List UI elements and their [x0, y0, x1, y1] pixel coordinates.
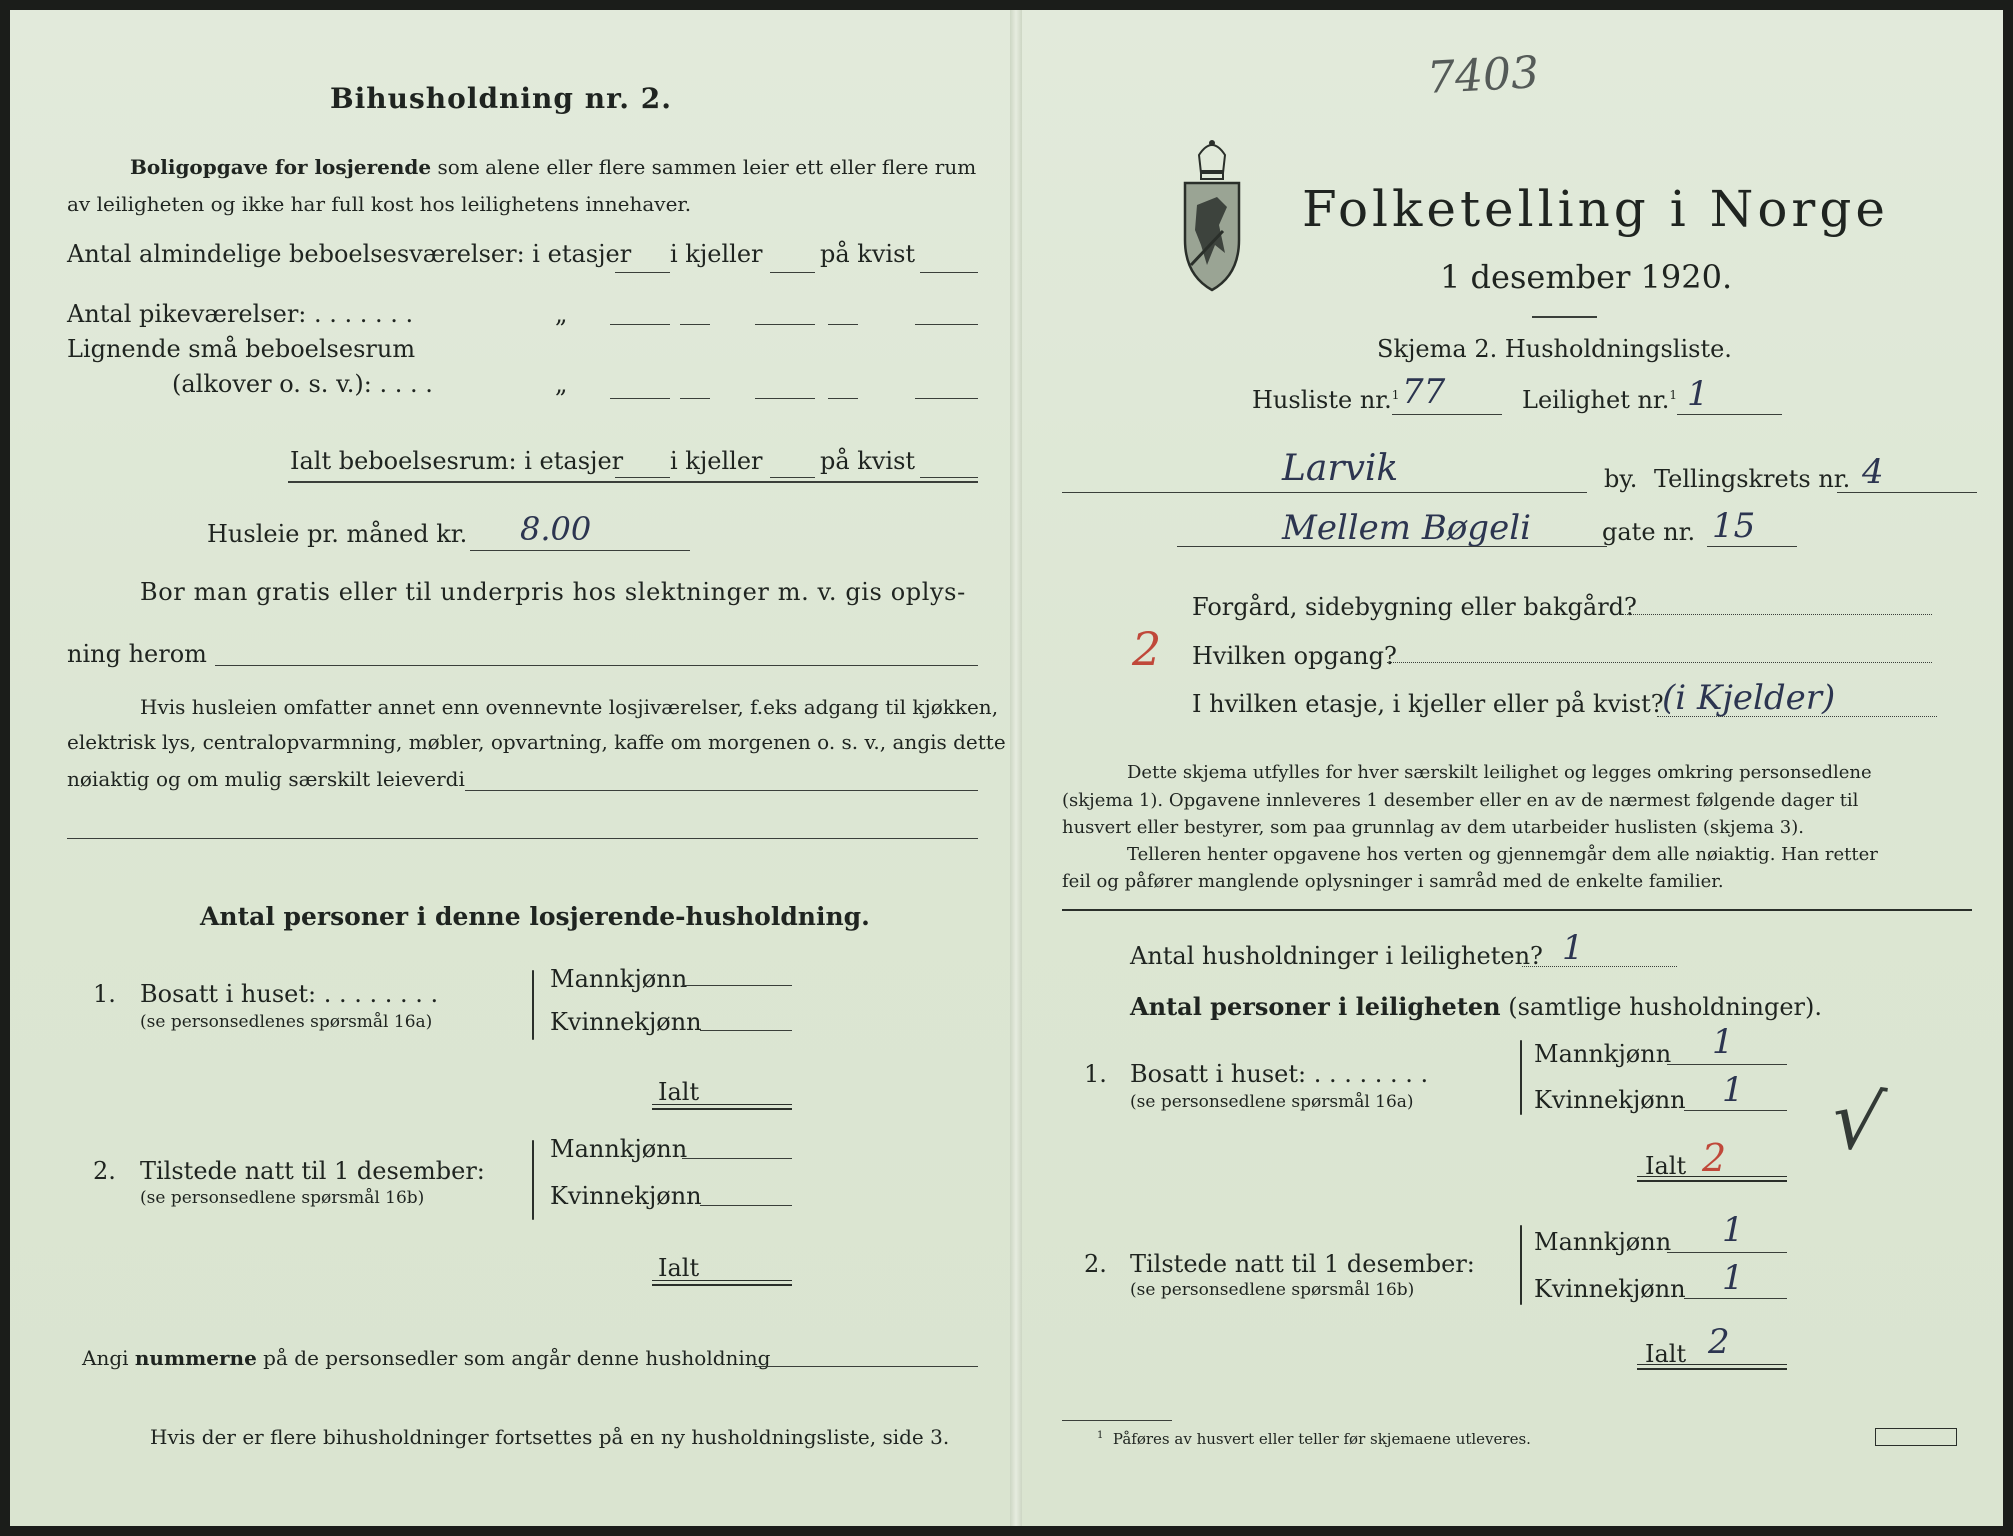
rooms-label: Antal almindelige beboelsesværelser: i etasjer: [67, 240, 632, 268]
gate-label: gate nr.: [1602, 518, 1696, 546]
info-line-2: (skjema 1). Opgavene innleveres 1 desember eller en av de nærmest følgende dager til: [1062, 790, 1859, 811]
ialt-i-kjeller: i kjeller: [670, 447, 763, 475]
pike-label: Antal pikeværelser: . . . . . . .: [67, 300, 414, 328]
skjema-label: Skjema 2. Husholdningsliste.: [1377, 335, 1732, 363]
krets-value: 4: [1862, 452, 1884, 492]
left-q2-number: 2.: [93, 1157, 116, 1185]
left-q1-ialt-field[interactable]: [652, 1104, 792, 1110]
right-q2-kvinne-label: Kvinnekjønn: [1534, 1275, 1686, 1303]
left-q2-kvinne-field[interactable]: [700, 1205, 792, 1206]
left-q1-kvinne-field[interactable]: [700, 1030, 792, 1031]
left-q1-mann-field[interactable]: [682, 985, 792, 986]
right-q1-ialt-label: Ialt: [1645, 1152, 1687, 1180]
street-field[interactable]: [1177, 546, 1607, 547]
paa-kvist-label: på kvist: [820, 240, 916, 268]
left-q1-ialt-label: Ialt: [658, 1078, 700, 1106]
ditto-mark-2: „: [555, 370, 568, 398]
red-mark: 2: [1132, 622, 1162, 676]
opgang-field[interactable]: [1387, 662, 1932, 663]
left-q2-ialt-field[interactable]: [652, 1280, 792, 1286]
ditto-mark: „: [555, 300, 568, 328]
right-q1-mann-field[interactable]: [1667, 1064, 1787, 1065]
left-footer: Hvis der er flere bihusholdninger fortsettes på en ny husholdningsliste, side 3.: [150, 1425, 950, 1449]
city-value: Larvik: [1282, 448, 1399, 489]
right-q2-mann-label: Mannkjønn: [1534, 1228, 1672, 1256]
census-title: Folketelling i Norge: [1302, 180, 1889, 238]
info-line-3: husvert eller bestyrer, som paa grunnlag av dem utarbeider huslisten (skjema 3).: [1062, 817, 1804, 838]
right-q1-ialt-value: 2: [1702, 1136, 1727, 1180]
leieverdi-field-2[interactable]: [67, 838, 978, 839]
archive-number: 7403: [1425, 47, 1541, 104]
opgang-label: Hvilken opgang?: [1192, 642, 1397, 670]
krets-label: Tellingskrets nr.: [1654, 465, 1851, 493]
left-q1-sub: (se personsedlenes spørsmål 16a): [140, 1012, 433, 1032]
ialt-rooms-label: Ialt beboelsesrum: i etasjer: [290, 447, 624, 475]
footnote-rule: [1062, 1420, 1172, 1421]
by-label: by.: [1604, 465, 1638, 493]
right-q1-kvinne-field[interactable]: [1684, 1110, 1787, 1111]
right-q2-brace: [1520, 1225, 1522, 1305]
right-q2-mann-value: 1: [1722, 1210, 1744, 1250]
right-q2-ialt-value: 2: [1708, 1322, 1730, 1362]
leilighet-field[interactable]: [1677, 414, 1782, 415]
left-q1-label: Bosatt i huset: . . . . . . . .: [140, 980, 439, 1008]
left-q2-brace: [532, 1140, 534, 1220]
lign-etasjer-field[interactable]: [610, 398, 670, 399]
census-sheet: [10, 10, 2003, 1526]
right-q2-sub: (se personsedlene spørsmål 16b): [1130, 1280, 1415, 1300]
right-q1-kvinne-label: Kvinnekjønn: [1534, 1086, 1686, 1114]
husleie-label: Husleie pr. måned kr.: [207, 520, 468, 548]
coat-of-arms-icon: [1177, 135, 1247, 295]
hvis-line-2: elektrisk lys, centralopvarmning, møbler, opvartning, kaffe om morgenen o. s. v., angis dette: [67, 730, 1006, 754]
city-field[interactable]: [1062, 492, 1587, 493]
pike-etasjer-field[interactable]: [610, 324, 670, 325]
left-q1-kvinne-label: Kvinnekjønn: [550, 1008, 702, 1036]
husliste-value: 77: [1402, 372, 1446, 412]
right-q1-sub: (se personsedlene spørsmål 16a): [1130, 1092, 1414, 1112]
left-q2-mann-label: Mannkjønn: [550, 1135, 688, 1163]
right-q1-ialt-field[interactable]: [1637, 1176, 1787, 1182]
gratis-field[interactable]: [215, 665, 978, 666]
rooms-kvist-field[interactable]: [920, 272, 978, 273]
gate-field[interactable]: [1707, 546, 1797, 547]
left-page: [10, 10, 1010, 1526]
husliste-label: Husliste nr.$^1$: [1252, 386, 1400, 414]
census-date: 1 desember 1920.: [1440, 258, 1733, 296]
pike-kjeller-field[interactable]: [755, 324, 815, 325]
intro-line-1: Boligopgave for losjerende som alene eller flere sammen leier ett eller flere rum: [130, 155, 977, 179]
leilighet-value: 1: [1687, 374, 1709, 414]
pike-kvist-a[interactable]: [828, 324, 858, 325]
intro-line-2: av leiligheten og ikke har full kost hos leilighetens innehaver.: [67, 192, 692, 216]
left-q1-brace: [532, 970, 534, 1040]
right-q2-ialt-label: Ialt: [1645, 1340, 1687, 1368]
left-q1-number: 1.: [93, 980, 116, 1008]
hush-field[interactable]: [1522, 966, 1677, 967]
ialt-kvist-field[interactable]: [920, 477, 978, 478]
left-title: Bihusholdning nr. 2.: [330, 82, 672, 115]
left-q2-mann-field[interactable]: [682, 1158, 792, 1159]
krets-field[interactable]: [1837, 492, 1977, 493]
angi-line: Angi nummerne på de personsedler som angår denne husholdning: [82, 1346, 771, 1370]
left-persons-heading: Antal personer i denne losjerende-husholdning.: [200, 902, 870, 931]
husliste-field[interactable]: [1392, 414, 1502, 415]
street-value: Mellem Bøgeli: [1282, 508, 1531, 548]
gate-value: 15: [1712, 506, 1756, 546]
right-q1-label: Bosatt i huset: . . . . . . . .: [1130, 1060, 1429, 1088]
hush-value: 1: [1562, 928, 1584, 968]
forgaard-field[interactable]: [1617, 614, 1932, 615]
lignende-line-2: (alkover o. s. v.): . . . .: [172, 370, 433, 398]
info-line-1: Dette skjema utfylles for hver særskilt leilighet og legges omkring personsedlene: [1127, 762, 1872, 783]
right-q2-kvinne-field[interactable]: [1684, 1298, 1787, 1299]
right-q1-mann-value: 1: [1712, 1022, 1734, 1062]
right-footnote: $^1$ Påføres av husvert eller teller før skjemaene utleveres.: [1097, 1430, 1531, 1448]
right-q2-number: 2.: [1084, 1250, 1107, 1278]
right-q1-kvinne-value: 1: [1722, 1070, 1744, 1110]
rooms-etasjer-field[interactable]: [615, 272, 670, 273]
right-q1-number: 1.: [1084, 1060, 1107, 1088]
ialt-kjeller-field[interactable]: [770, 477, 815, 478]
right-persons-heading: Antal personer i leiligheten (samtlige husholdninger).: [1130, 992, 1823, 1021]
angi-field[interactable]: [755, 1366, 978, 1367]
leilighet-label: Leilighet nr.$^1$: [1522, 386, 1678, 414]
lignende-line-1: Lignende små beboelsesrum: [67, 335, 416, 363]
lign-kjeller-a[interactable]: [680, 398, 710, 399]
etasje-label: I hvilken etasje, i kjeller eller på kvist?: [1192, 690, 1664, 718]
title-divider: [1532, 316, 1597, 318]
hvis-line-3: nøiaktig og om mulig særskilt leieverdi: [67, 767, 465, 791]
page-fold: [1010, 10, 1022, 1526]
info-line-4: Telleren henter opgavene hos verten og gjennemgår dem alle nøiaktig. Han retter: [1127, 844, 1878, 865]
pike-kjeller-a[interactable]: [680, 324, 710, 325]
left-q2-sub: (se personsedlene spørsmål 16b): [140, 1188, 425, 1208]
right-q2-kvinne-value: 1: [1722, 1258, 1744, 1298]
left-q1-mann-label: Mannkjønn: [550, 965, 688, 993]
left-q2-ialt-label: Ialt: [658, 1254, 700, 1282]
ialt-paa-kvist: på kvist: [820, 447, 916, 475]
printer-stamp: [1875, 1428, 1957, 1446]
right-q2-label: Tilstede natt til 1 desember:: [1130, 1250, 1475, 1278]
hvis-line-1: Hvis husleien omfatter annet enn ovennevnte losjiværelser, f.eks adgang til kjøkken,: [140, 695, 999, 719]
check-mark: √: [1825, 1071, 1890, 1172]
leieverdi-field[interactable]: [465, 790, 978, 791]
ialt-etasjer-field[interactable]: [615, 477, 670, 478]
gratis-line-2: ning herom: [67, 640, 207, 668]
etasje-value: (i Kjelder): [1662, 678, 1836, 718]
lign-kvist-field[interactable]: [915, 398, 978, 399]
etasje-field[interactable]: [1657, 716, 1937, 717]
lign-kjeller-field[interactable]: [755, 398, 815, 399]
right-q1-mann-label: Mannkjønn: [1534, 1040, 1672, 1068]
ialt-rule: [288, 481, 978, 483]
right-q2-mann-field[interactable]: [1667, 1252, 1787, 1253]
right-q2-ialt-field[interactable]: [1637, 1364, 1787, 1370]
husleie-value: 8.00: [520, 510, 592, 548]
forgaard-label: Forgård, sidebygning eller bakgård?: [1192, 593, 1637, 621]
info-divider: [1062, 909, 1972, 911]
i-kjeller-label: i kjeller: [670, 240, 763, 268]
hush-label: Antal husholdninger i leiligheten?: [1130, 942, 1543, 970]
gratis-line-1: Bor man gratis eller til underpris hos slektninger m. v. gis oplys-: [140, 578, 966, 606]
left-q2-label: Tilstede natt til 1 desember:: [140, 1157, 485, 1185]
pike-kvist-field[interactable]: [915, 324, 978, 325]
rooms-kjeller-field[interactable]: [770, 272, 815, 273]
right-q1-brace: [1520, 1040, 1522, 1115]
lign-kvist-a[interactable]: [828, 398, 858, 399]
husleie-field[interactable]: [470, 550, 690, 551]
right-page: [1022, 10, 2003, 1526]
left-q2-kvinne-label: Kvinnekjønn: [550, 1182, 702, 1210]
info-line-5: feil og påfører manglende oplysninger i samråd med de enkelte familier.: [1062, 871, 1724, 892]
